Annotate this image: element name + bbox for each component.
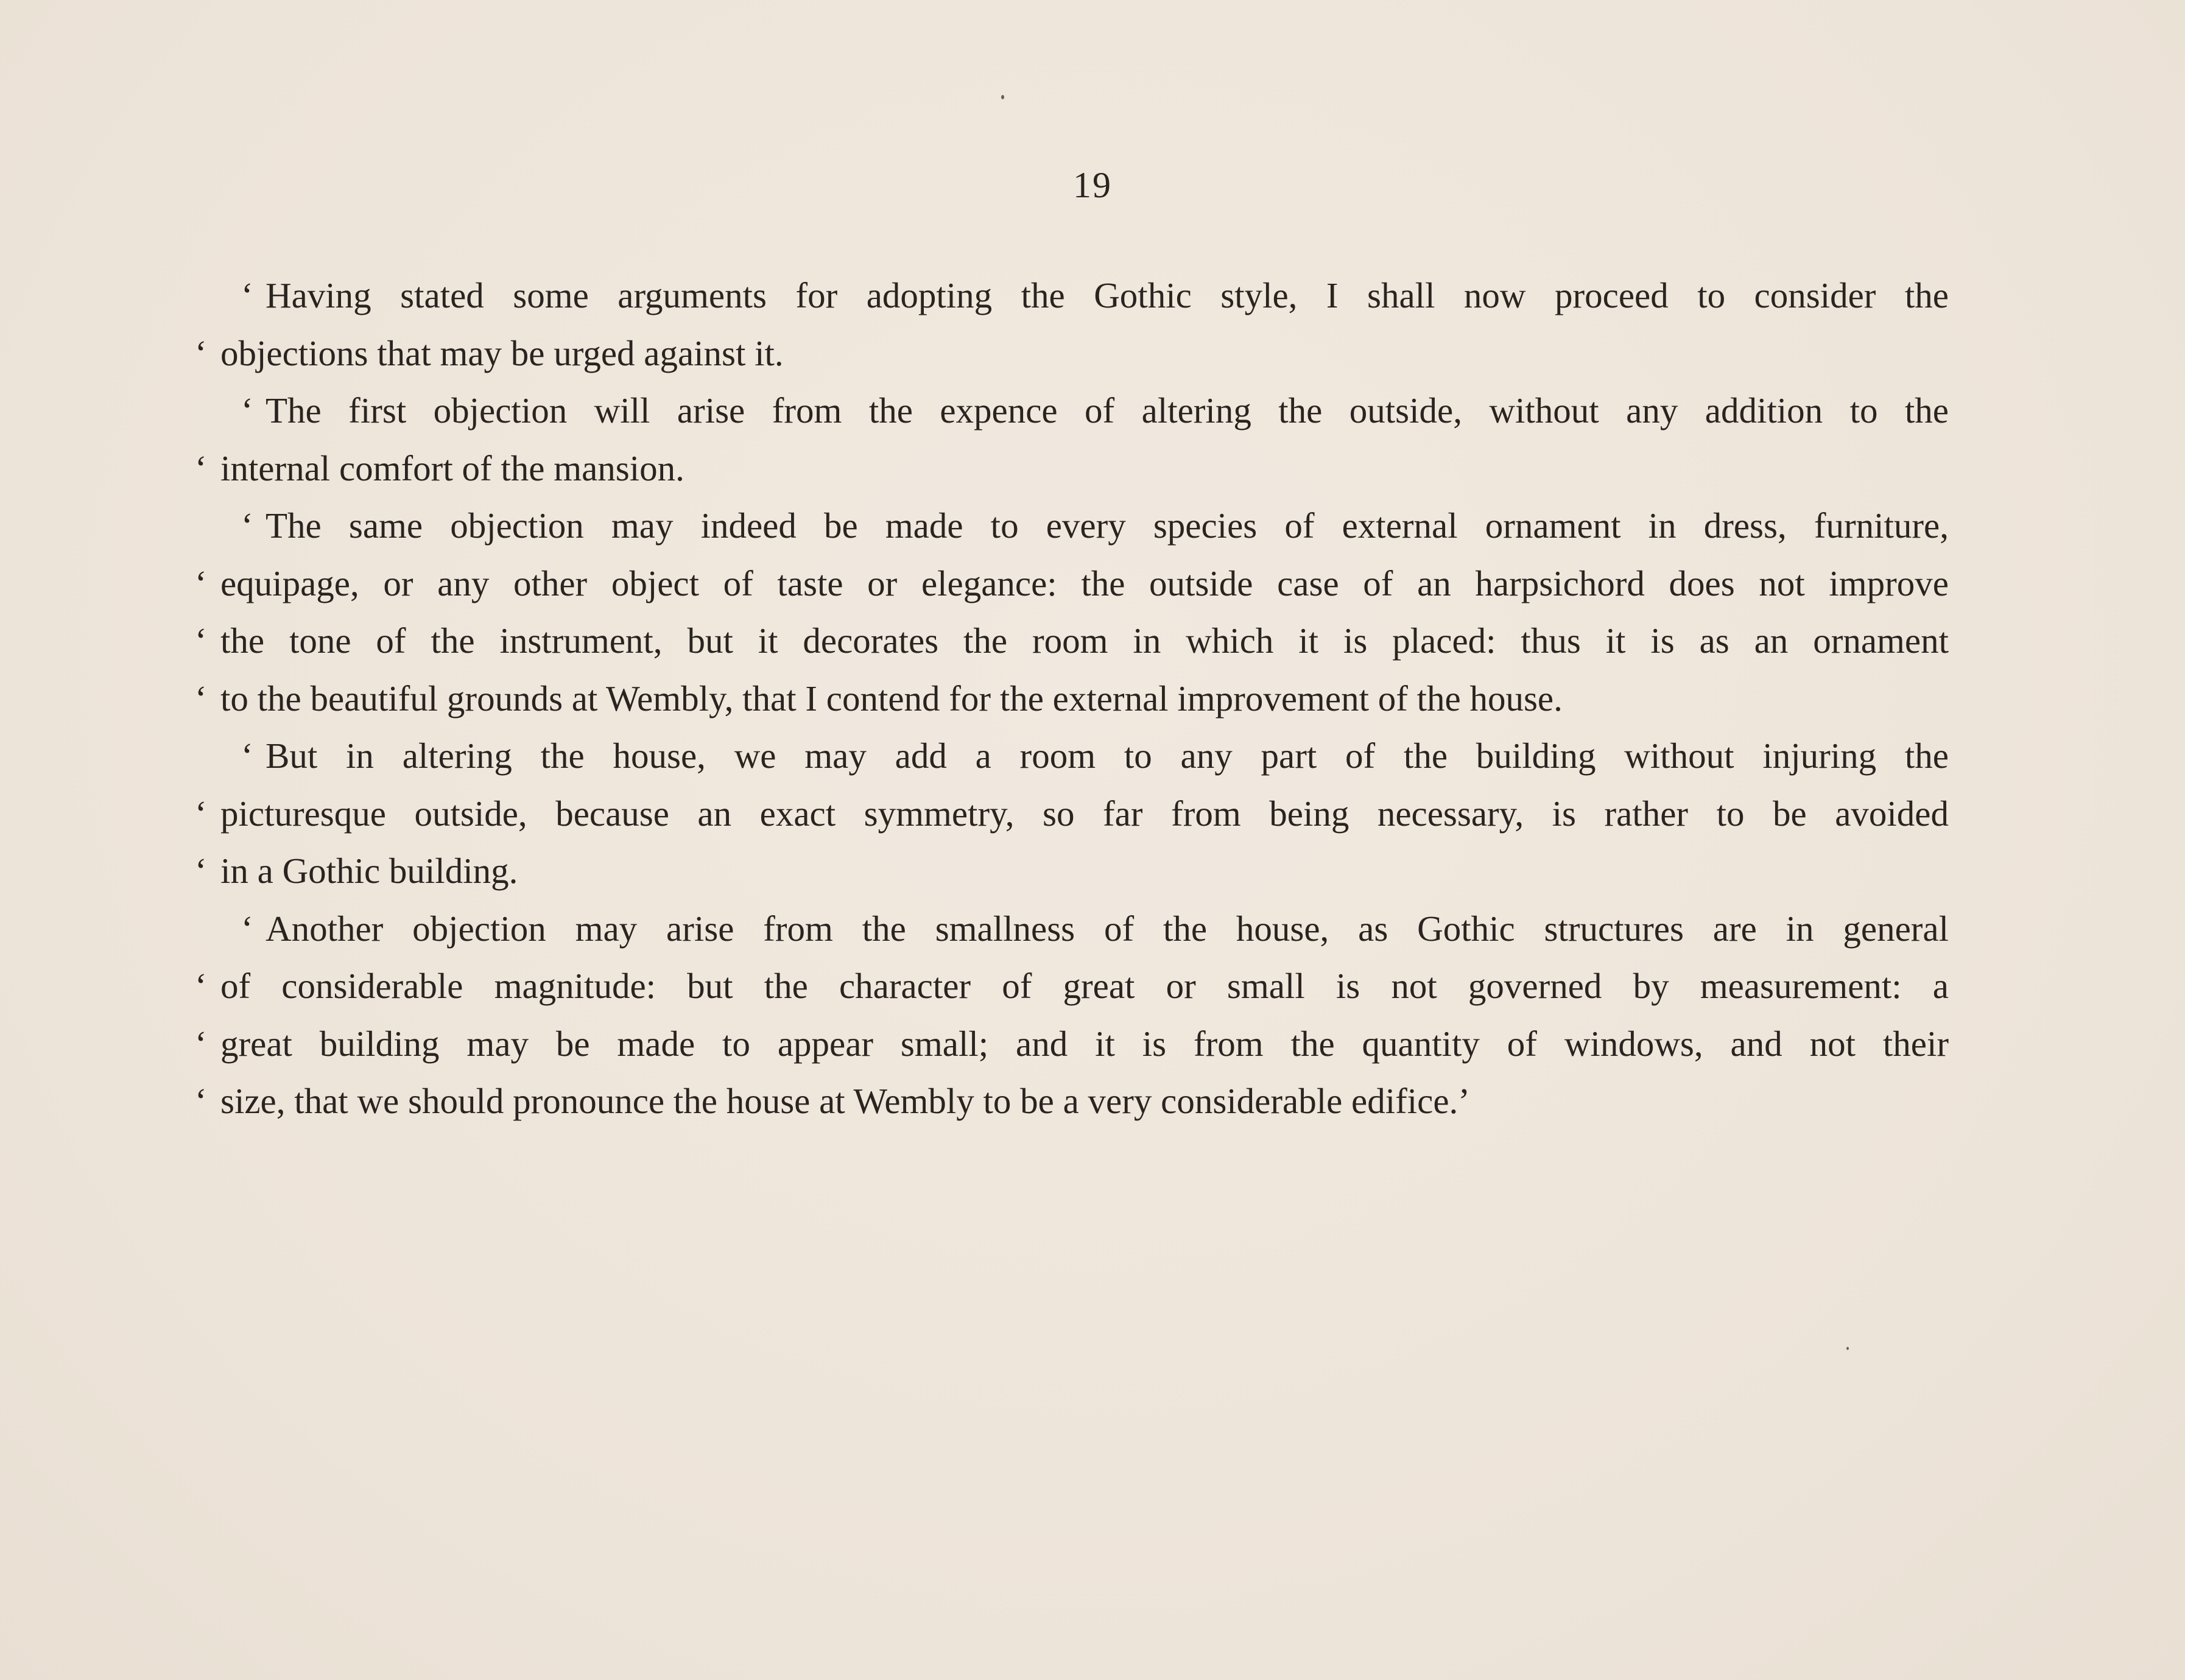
line-text: great building may be made to appear small; and it is from the quantity of windows, and not their	[220, 1023, 1949, 1064]
text-line	[195, 325, 1949, 382]
paper-speck	[1001, 95, 1004, 99]
text-line	[195, 267, 1949, 325]
opening-quote-mark: ‘	[195, 1023, 207, 1064]
text-line	[195, 612, 1949, 670]
opening-quote-mark: ‘	[195, 966, 207, 1006]
paper-speck	[1846, 1347, 1849, 1350]
line-text: size, that we should pronounce the house at Wembly to be a very considerable edifice.’	[220, 1081, 1470, 1121]
line-text: of considerable magnitude: but the character of great or small is not governed by measurement: a	[220, 966, 1949, 1006]
opening-quote-mark: ‘	[195, 332, 207, 373]
line-text: Having stated some arguments for adopting the Gothic style, I shall now proceed to consider the	[266, 275, 1949, 315]
opening-quote-mark: ‘	[195, 620, 207, 661]
text-line	[195, 727, 1949, 785]
line-text: internal comfort of the mansion.	[220, 448, 684, 488]
line-text: objections that may be urged against it.	[220, 332, 784, 373]
text-line	[195, 785, 1949, 843]
text-line	[195, 497, 1949, 555]
opening-quote-mark: ‘	[195, 563, 207, 603]
text-line	[195, 382, 1949, 440]
text-line	[195, 1015, 1949, 1073]
opening-quote-mark: ‘	[195, 1081, 207, 1121]
opening-quote-mark: ‘	[241, 275, 253, 315]
text-line	[195, 440, 1949, 497]
opening-quote-mark: ‘	[195, 448, 207, 488]
opening-quote-mark: ‘	[241, 908, 253, 949]
text-line	[195, 555, 1949, 613]
line-text: equipage, or any other object of taste or elegance: the outside case of an harpsichord does not improve	[220, 563, 1949, 603]
line-text: picturesque outside, because an exact symmetry, so far from being necessary, is rather to be avoided	[220, 793, 1949, 834]
opening-quote-mark: ‘	[241, 390, 253, 431]
line-text: But in altering the house, we may add a room to any part of the building without injuring the	[266, 736, 1949, 776]
body-text	[195, 267, 1949, 1130]
text-line	[195, 842, 1949, 900]
page-number: 19	[1073, 165, 1112, 205]
opening-quote-mark: ‘	[195, 851, 207, 891]
text-line	[195, 1072, 1949, 1130]
line-text: to the beautiful grounds at Wembly, that I contend for the external improvement of the house.	[220, 678, 1563, 719]
line-text: the tone of the instrument, but it decorates the room in which it is placed: thus it is as an ornament	[220, 620, 1949, 661]
line-text: The same objection may indeed be made to every species of external ornament in dress, furniture,	[266, 505, 1949, 546]
text-line	[195, 957, 1949, 1015]
opening-quote-mark: ‘	[195, 678, 207, 719]
opening-quote-mark: ‘	[241, 505, 253, 546]
text-line	[195, 900, 1949, 958]
opening-quote-mark: ‘	[195, 793, 207, 834]
text-line	[195, 670, 1949, 728]
opening-quote-mark: ‘	[241, 736, 253, 776]
line-text: The first objection will arise from the expence of altering the outside, without any addition to the	[266, 390, 1949, 431]
line-text: in a Gothic building.	[220, 851, 518, 891]
line-text: Another objection may arise from the smallness of the house, as Gothic structures are in general	[266, 908, 1949, 949]
